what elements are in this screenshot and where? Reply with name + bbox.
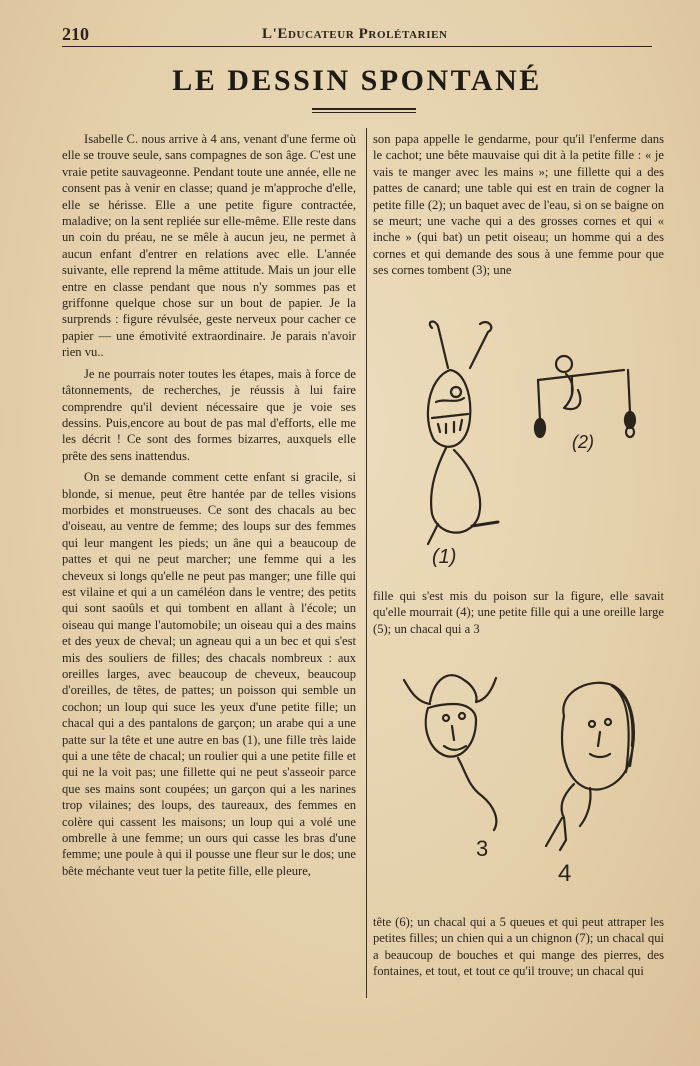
title-underline-thin bbox=[312, 112, 416, 113]
title-underline bbox=[312, 108, 416, 110]
paragraph: On se demande comment cette enfant si gracile, si blonde, si menue, peut être hantée par de telles visions morbides et monstrueuses. Ce sont des chacals au bec d'oiseau, au ventre de femme; des loups sur des femmes qui leur mangent les pieds; un âne qui a beaucoup de pattes et qui ne peut marcher; une femme qui a les cheveux si longs qu'elle ne peut pas manger; une fille qui est vilaine et qui a un caméléon dans le ventre; des petits qui sont saoûls et qui tombent en allant à l'école; un oiseau qui mange l'automobile; un oiseau qui a des mains et des yeux de cheval; un agneau qui a un bec et qui s'est mis des souliers de filles; des chacals nombreux : aux oreilles larges, avec beaucoup de cheveux, beaucoup d'oreilles, de têtes, de pattes; un poisson qui semble un cochon; un loup qui suce les yeux d'une petite fille; un chacal qui a des pantalons de garçon; un arabe qui a une patte sur la tête et une autre en bas (1), une fille très laide qui a une tête de chacal; un roulier qui a une petite fille et qui ne la voit pas; une fillette qui ne peut s'asseoir parce que ses mains sont coupées; un garçon qui a les narines trop vilaines; des loups, des taureaux, des femmes en colère qui cassent les maisons; un loup qui a volé une ombrelle à une femme; un ours qui casse les bras d'une femme; une poule à qui il pousse une fleur sur le dos; une bête méchante veut tuer la petite fille, elle pleure, bbox=[62, 470, 356, 878]
child-drawing-1 bbox=[398, 318, 508, 574]
figure-label-2: (2) bbox=[572, 432, 594, 452]
figure-label-1: (1) bbox=[432, 546, 457, 568]
figure-label-3: 3 bbox=[476, 836, 489, 861]
right-column-middle bbox=[373, 588, 664, 637]
right-column-top bbox=[373, 131, 664, 279]
page-number: 210 bbox=[62, 24, 89, 44]
header-rule bbox=[62, 46, 652, 47]
running-head bbox=[62, 24, 652, 48]
child-drawing-4 bbox=[534, 676, 646, 896]
paragraph: tête (6); un chacal qui a 5 queues et qui peut attraper les petites filles; un chien qui a un chignon (7); un chacal qui a beaucoup de bouches et qui mange des pierres, des fontaines, et tout, et tout ce qu'il trouve; un chacal qui bbox=[373, 915, 664, 979]
left-column bbox=[62, 131, 356, 879]
right-column-bottom bbox=[373, 914, 664, 980]
journal-title: L'Educateur Prolétarien bbox=[262, 26, 448, 42]
column-divider bbox=[366, 128, 367, 998]
paragraph: fille qui s'est mis du poison sur la figure, elle savait qu'elle mourrait (4); une petite fille qui a une oreille large (5); un chacal qui a 3 bbox=[373, 589, 664, 636]
child-drawing-3 bbox=[396, 660, 512, 860]
figure-label-4: 4 bbox=[558, 860, 572, 887]
article-title: LE DESSIN SPONTANÉ bbox=[172, 64, 542, 97]
child-drawing-2 bbox=[532, 350, 644, 462]
paragraph: son papa appelle le gendarme, pour qu'il l'enferme dans le cachot; une bête mauvaise qui dit à la petite fille : « je vais te manger avec les mains »; une fillette qui a des pattes de canard; une table qui est en train de cogner la petite fille (2); un baquet avec de l'eau, si on se baigne on se meurt; une vache qui a des grosses cornes et qui « inche » (qui bat) un petit oiseau; un homme qui a des cornes et qui demande des sous à une femme pour que ses cornes tombent (3); une bbox=[373, 132, 664, 278]
paragraph: Je ne pourrais noter toutes les étapes, mais à force de tâtonnements, de recherches, je réussis à lui faire comprendre qu'il devient nécessaire que je voie ses dessins. Puis,encore au bout de pas mal d'efforts, elle me les décrit ! Ce sont des formes bizarres, auxquels elle prête des sens inattendus. bbox=[62, 366, 356, 463]
paragraph: Isabelle C. nous arrive à 4 ans, venant d'une ferme où elle se trouve seule, sans compagnes de son âge. C'est une vraie petite sauvageonne. Pendant toute une année, elle ne consent pas à venir en classe; quand je m'approche d'elle, elle se hérisse. Elle a une petite figure contractée, maladive; on la sent repliée sur elle-même. Elle reste dans un coin du préau, ne se mêle à aucun jeu, ne permet à aucun enfant d'entrer en relations avec elle. L'année suivante, elle reprend la même attitude. Mais un jour elle entre en classe pendant que nous n'y sommes pas et griffonne quelque chose sur un bout de papier. Je la surprends : figure révulsée, geste nerveux pour cacher ce papier — une émotivité extraordinaire. Je parais n'avoir rien vu.. bbox=[62, 132, 356, 360]
